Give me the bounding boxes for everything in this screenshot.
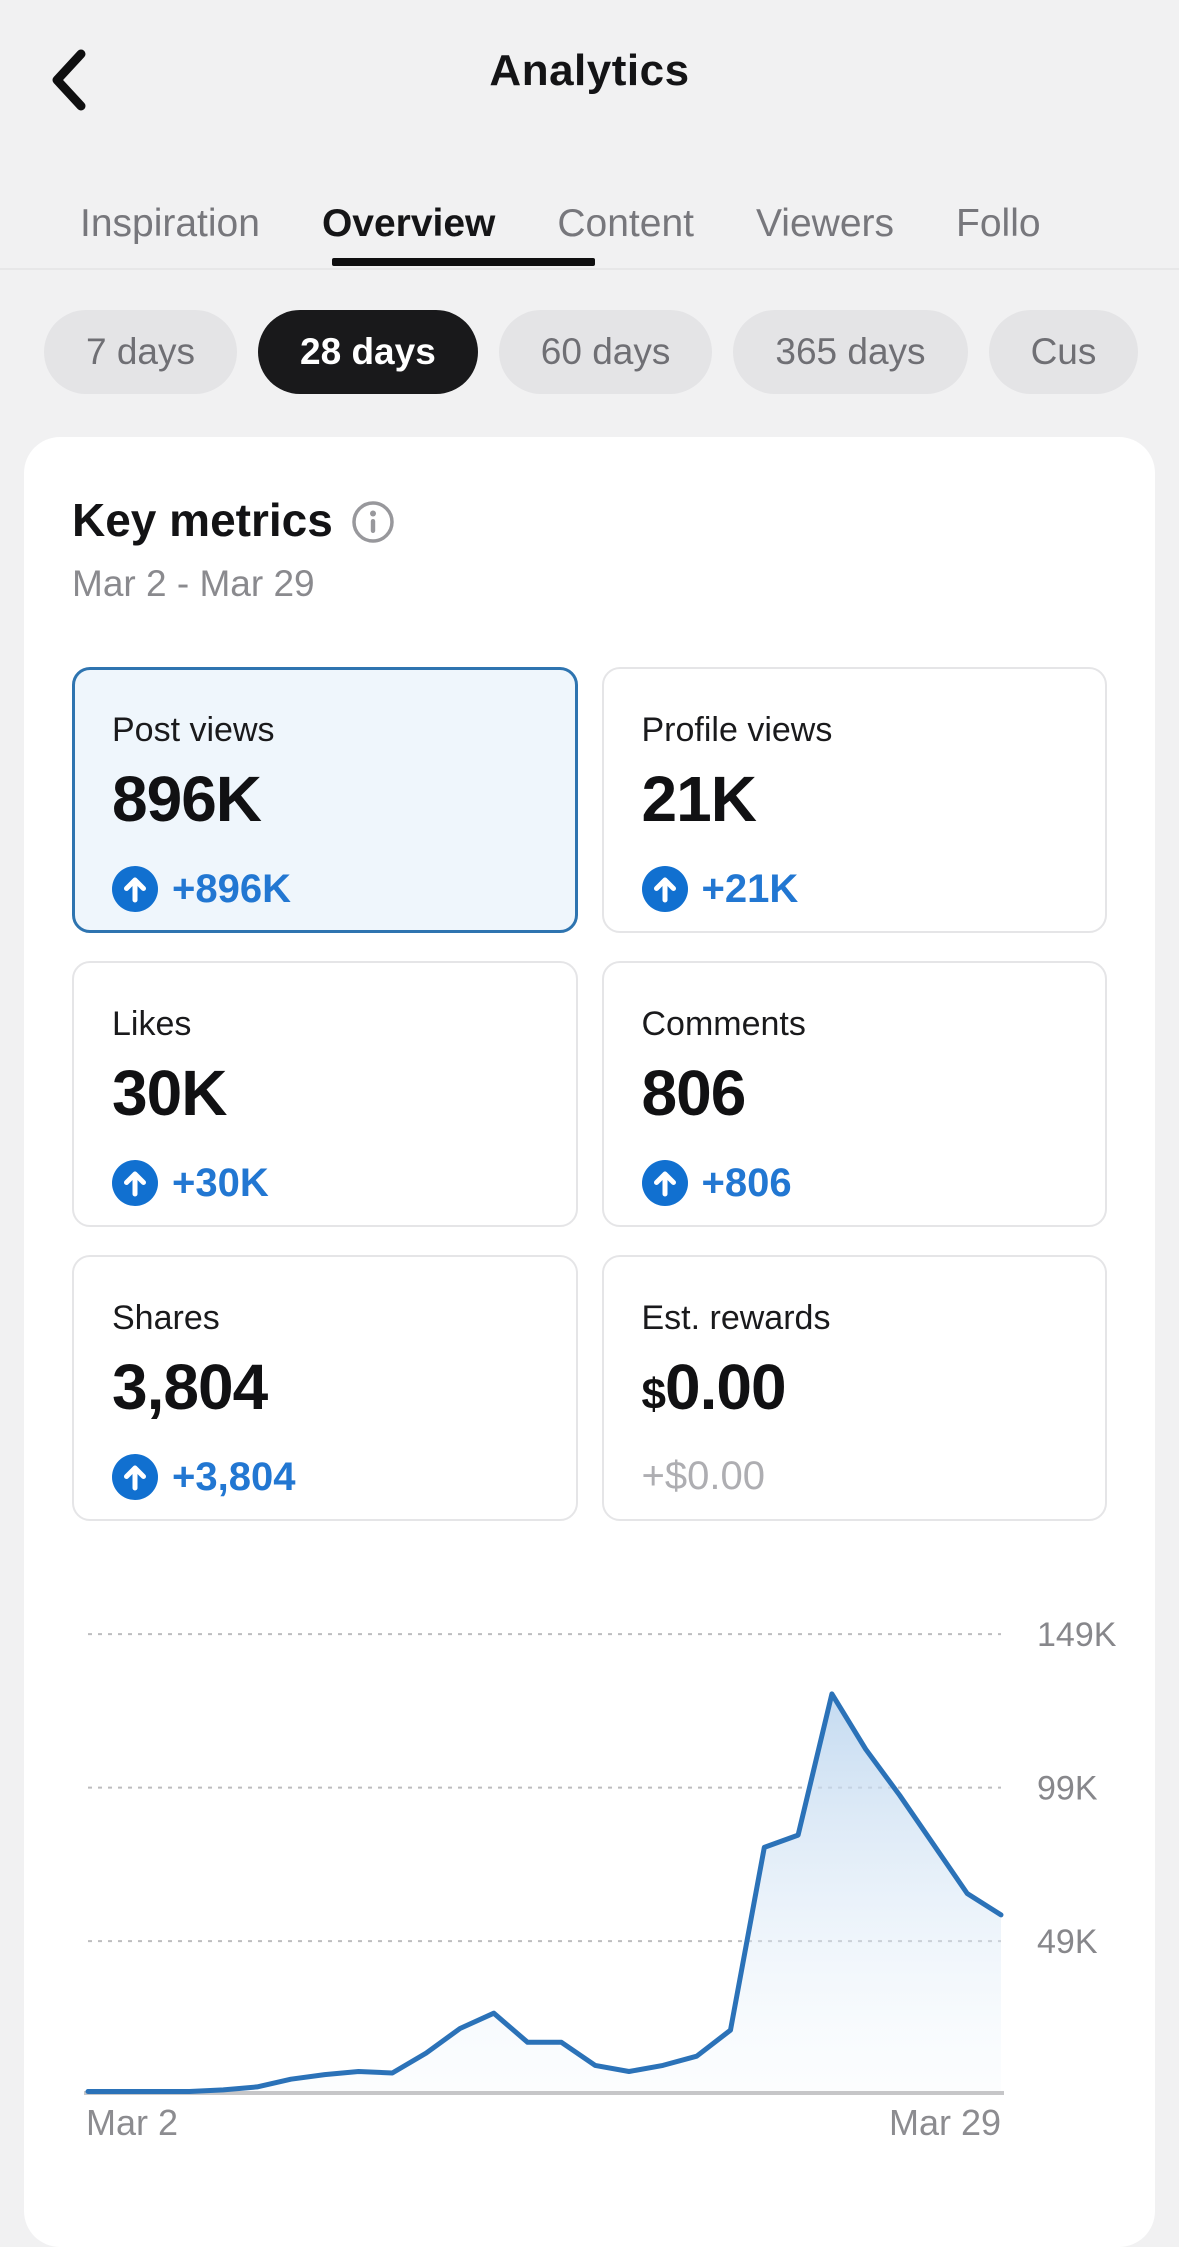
- metric-value: 30K: [112, 1057, 227, 1129]
- trend-up-icon: [112, 1454, 158, 1500]
- metric-label: Shares: [112, 1299, 220, 1337]
- metric-card-post-views[interactable]: [72, 667, 578, 933]
- trend-up-icon: [642, 866, 688, 912]
- post-views-trend-chart[interactable]: [24, 1580, 1155, 2180]
- metric-label: Est. rewards: [641, 1299, 831, 1337]
- info-icon[interactable]: [351, 500, 395, 544]
- x-axis-tick-label: Mar 2: [86, 2102, 179, 2143]
- filter-28-days[interactable]: 28 days: [258, 310, 478, 394]
- tab-viewers[interactable]: Viewers: [756, 202, 895, 245]
- metric-value: $0.00: [641, 1351, 786, 1423]
- filter-7-days[interactable]: 7 days: [44, 310, 237, 394]
- date-range-label: Mar 2 - Mar 29: [72, 563, 315, 604]
- page-title: Analytics: [489, 46, 690, 95]
- tabs-divider: [0, 268, 1179, 270]
- metric-card-profile-views[interactable]: [602, 667, 1108, 933]
- filter-60-days[interactable]: 60 days: [499, 310, 713, 394]
- metric-card-shares[interactable]: [72, 1255, 578, 1521]
- chart-area-fill: [88, 1694, 1001, 2093]
- trend-up-icon: [642, 1160, 688, 1206]
- y-axis-tick-label: 49K: [1037, 1923, 1098, 1962]
- y-axis-tick-label: 149K: [1037, 1616, 1117, 1655]
- filter-365-days[interactable]: 365 days: [733, 310, 967, 394]
- metric-value: 21K: [641, 763, 756, 835]
- metric-delta: +806: [701, 1160, 792, 1205]
- active-tab-underline: [332, 258, 595, 266]
- tab-content[interactable]: Content: [557, 202, 694, 245]
- metric-label: Likes: [112, 1005, 192, 1043]
- tab-bar: [0, 178, 1179, 270]
- tab-followers[interactable]: Follo: [956, 202, 1041, 245]
- metric-value: 896K: [112, 763, 261, 835]
- x-axis-tick-label: Mar 29: [888, 2102, 1001, 2143]
- metric-card-est-rewards[interactable]: [602, 1255, 1108, 1521]
- filter-custom[interactable]: Cus: [989, 310, 1139, 394]
- metric-label: Profile views: [641, 711, 833, 749]
- trend-up-icon: [112, 866, 158, 912]
- metric-delta: +$0.00: [641, 1454, 765, 1498]
- metric-card-likes[interactable]: [72, 961, 578, 1227]
- tab-inspiration[interactable]: Inspiration: [80, 202, 260, 245]
- key-metrics-panel: [24, 437, 1155, 2247]
- key-metrics-title: Key metrics: [72, 494, 333, 546]
- trend-up-icon: [112, 1160, 158, 1206]
- header: [0, 0, 1179, 178]
- metric-delta: +3,804: [172, 1454, 296, 1499]
- metric-delta: +896K: [172, 866, 291, 911]
- metric-delta: +30K: [172, 1160, 269, 1205]
- metric-label: Post views: [112, 711, 275, 749]
- metric-value: 3,804: [112, 1351, 268, 1423]
- y-axis-tick-label: 99K: [1037, 1769, 1098, 1808]
- date-range-filter: [0, 310, 1179, 394]
- metric-value: 806: [641, 1057, 746, 1129]
- tab-overview[interactable]: Overview: [321, 202, 496, 245]
- metric-delta: +21K: [701, 866, 799, 911]
- metric-card-comments[interactable]: [602, 961, 1108, 1227]
- metric-cards-grid: [72, 667, 1107, 1521]
- metric-label: Comments: [641, 1005, 806, 1043]
- currency-symbol: $: [641, 1370, 665, 1419]
